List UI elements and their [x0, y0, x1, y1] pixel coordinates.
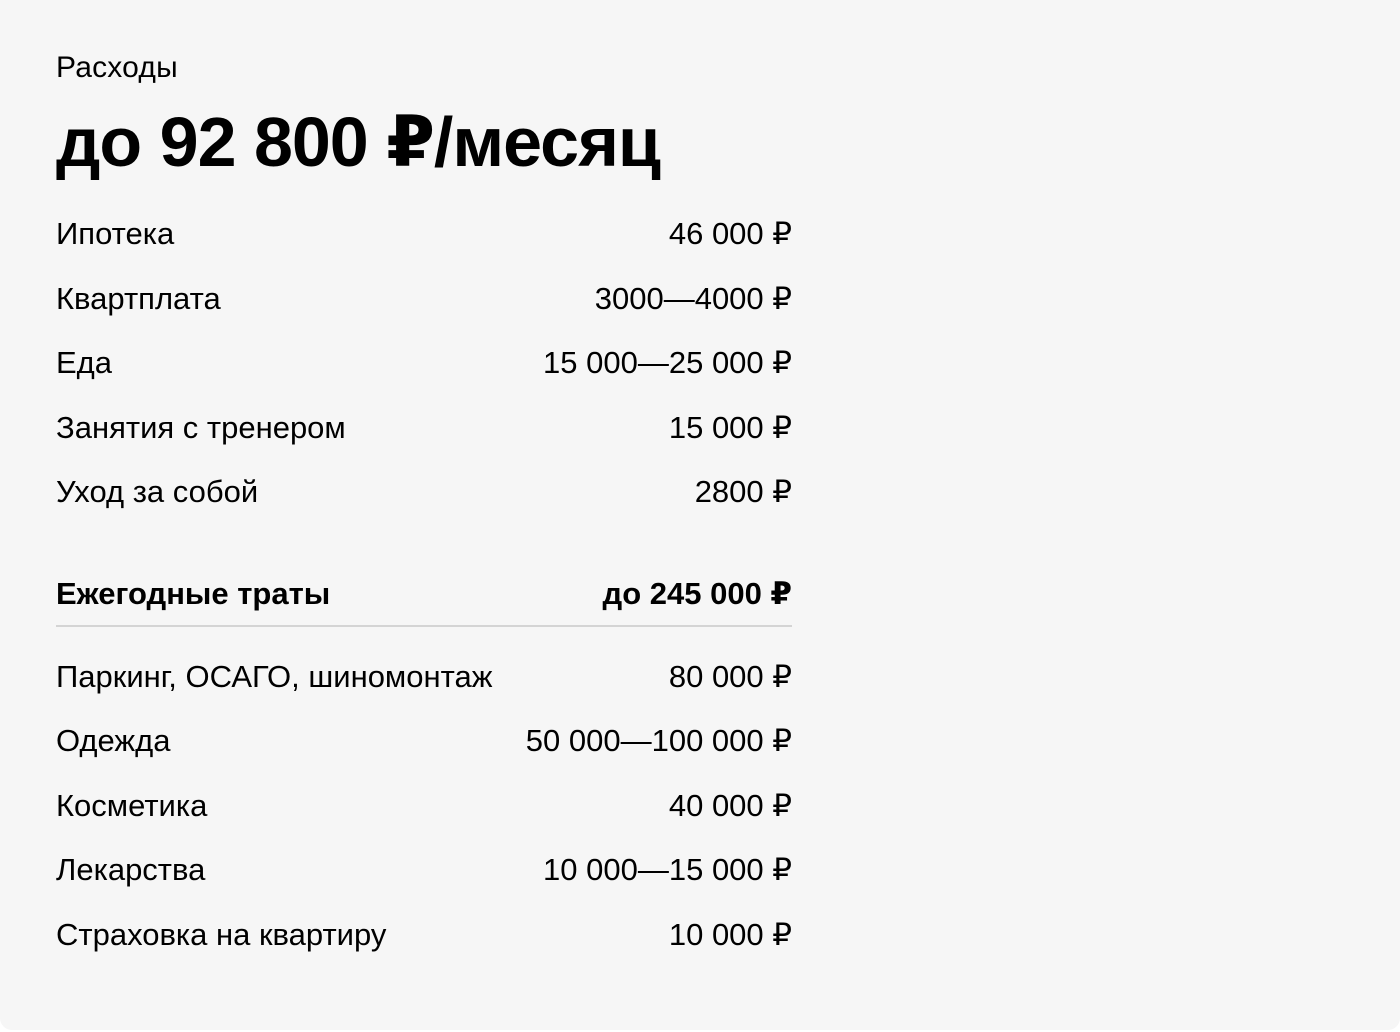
expense-value: 15 000 ₽ [668, 409, 792, 445]
expense-label: Страховка на квартиру [56, 916, 387, 952]
monthly-expenses-list [56, 202, 792, 525]
expense-row [56, 396, 792, 461]
expense-value: 3000—4000 ₽ [594, 280, 792, 316]
expense-row [56, 267, 792, 332]
expense-value: 2800 ₽ [694, 474, 792, 510]
expense-label: Лекарства [56, 852, 206, 888]
expense-row [56, 709, 792, 774]
expense-label: Занятия с тренером [56, 409, 346, 445]
expense-row [56, 460, 792, 525]
expense-value: 10 000 ₽ [668, 916, 792, 952]
expense-value: 40 000 ₽ [668, 787, 792, 823]
expense-label: Одежда [56, 723, 171, 759]
expense-value: 50 000—100 000 ₽ [525, 723, 792, 759]
yearly-expenses-header [56, 563, 792, 627]
section-total: до 245 000 ₽ [602, 575, 792, 611]
section-title: Ежегодные траты [56, 575, 331, 611]
card-headline: до 92 800 ₽/месяц [56, 103, 660, 181]
expense-value: 15 000—25 000 ₽ [543, 345, 792, 381]
expense-row [56, 645, 792, 710]
expense-row [56, 838, 792, 903]
expense-row [56, 903, 792, 968]
expense-label: Ипотека [56, 216, 175, 252]
expense-row [56, 774, 792, 839]
expense-value: 46 000 ₽ [668, 216, 792, 252]
expenses-content [56, 48, 792, 967]
expense-row [56, 331, 792, 396]
expense-value: 10 000—15 000 ₽ [543, 852, 792, 888]
yearly-expenses-section [56, 563, 792, 968]
expense-label: Паркинг, ОСАГО, шиномонтаж [56, 658, 493, 694]
expense-label: Квартплата [56, 280, 221, 316]
expense-row [56, 202, 792, 267]
expense-value: 80 000 ₽ [668, 658, 792, 694]
expense-label: Уход за собой [56, 474, 259, 510]
card-eyebrow: Расходы [56, 51, 178, 84]
expense-label: Еда [56, 345, 113, 381]
yearly-expenses-list [56, 645, 792, 968]
expense-label: Косметика [56, 787, 208, 823]
